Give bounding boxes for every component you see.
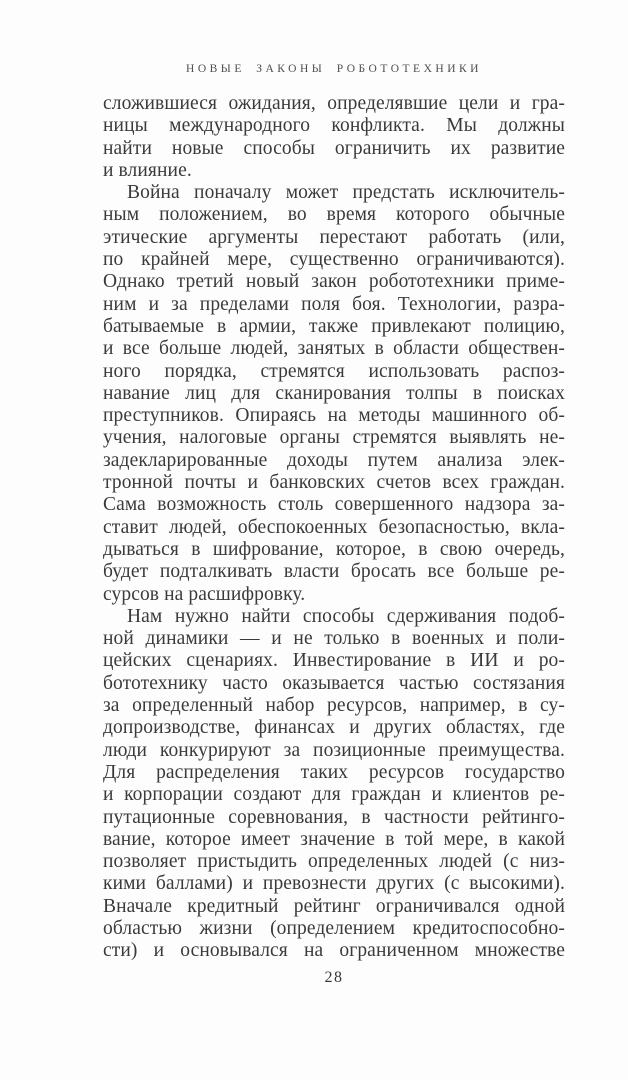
text-line: по крайней мере, существенно ограничиваются). (103, 249, 565, 271)
page-number: 28 (324, 969, 344, 986)
text-line: позволяет пристыдить определенных людей (с низ- (103, 851, 565, 873)
text-line: путационные соревнования, в частности рейтинго- (103, 806, 565, 828)
text-line: Вначале кредитный рейтинг ограничивался одной (103, 895, 565, 917)
text-line: ставит людей, обеспокоенных безопасностью, вкла- (103, 516, 565, 538)
text-line: сурсов на расшифровку. (103, 583, 306, 605)
text-line: Нам нужно найти способы сдерживания подоб- (127, 605, 565, 627)
text-line: найти новые способы ограничить их развитие (103, 137, 565, 159)
text-line: областью жизни (определением кредитоспособно- (103, 917, 565, 939)
text-line: цейских сценариях. Инвестирование в ИИ и ро- (103, 650, 565, 672)
paragraph (103, 606, 565, 963)
text-line: и корпорации создают для граждан и клиентов ре- (103, 784, 565, 806)
text-line: навание лиц для сканирования толпы в поисках (103, 382, 565, 404)
text-line: преступников. Опираясь на методы машинного об- (103, 405, 565, 427)
text-line: вание, которое имеет значение в той мере, в какой (103, 828, 565, 850)
text-line: учения, налоговые органы стремятся выявлять не- (103, 427, 565, 449)
text-line: ним и за пределами поля боя. Технологии, разра- (103, 293, 565, 315)
text-line: Для распределения таких ресурсов государство (103, 761, 565, 783)
text-line: дываться в шифрование, которое, в свою очередь, (103, 538, 565, 560)
text-line: допроизводстве, финансах и других областях, где (103, 717, 565, 739)
text-line: Однако третий новый закон робототехники приме- (103, 271, 565, 293)
text-line: ной динамики — и не только в военных и поли- (103, 628, 565, 650)
text-line: Сама возможность столь совершенного надзора за- (103, 494, 565, 516)
text-line: Война поначалу может предстать исключитель- (127, 182, 565, 204)
text-block (103, 93, 565, 963)
text-line: батываемые в армии, также привлекают полицию, (103, 315, 565, 337)
text-line: за определенный набор ресурсов, например, в су- (103, 695, 565, 717)
text-line: тронной почты и банковских счетов всех граждан. (103, 472, 565, 494)
text-line: ницы международного конфликта. Мы должны (103, 115, 565, 137)
text-line: и все больше людей, занятых в области обществен- (103, 338, 565, 360)
text-line: ного порядка, стремятся использовать распоз- (103, 360, 565, 382)
paragraph (103, 182, 565, 606)
text-line: этические аргументы перестают работать (или, (103, 226, 565, 248)
text-line: будет подталкивать власти бросать все больше ре- (103, 561, 565, 583)
paragraph (103, 93, 565, 182)
text-line: сти) и основывался на ограниченном множестве (103, 940, 565, 962)
text-line: люди конкурируют за позиционные преимущества. (103, 739, 565, 761)
text-line: сложившиеся ожидания, определявшие цели и гра- (103, 93, 565, 114)
running-head-title: НОВЫЕ ЗАКОНЫ РОБОТОТЕХНИКИ (186, 63, 482, 75)
text-line: и влияние. (103, 159, 192, 181)
text-line: задекларированные доходы путем анализа элек- (103, 449, 565, 471)
text-line: бототехнику часто оказывается частью состязания (103, 672, 565, 694)
text-line: ным положением, во время которого обычные (103, 204, 565, 226)
text-line: кими баллами) и превознести других (с высокими). (103, 873, 565, 895)
